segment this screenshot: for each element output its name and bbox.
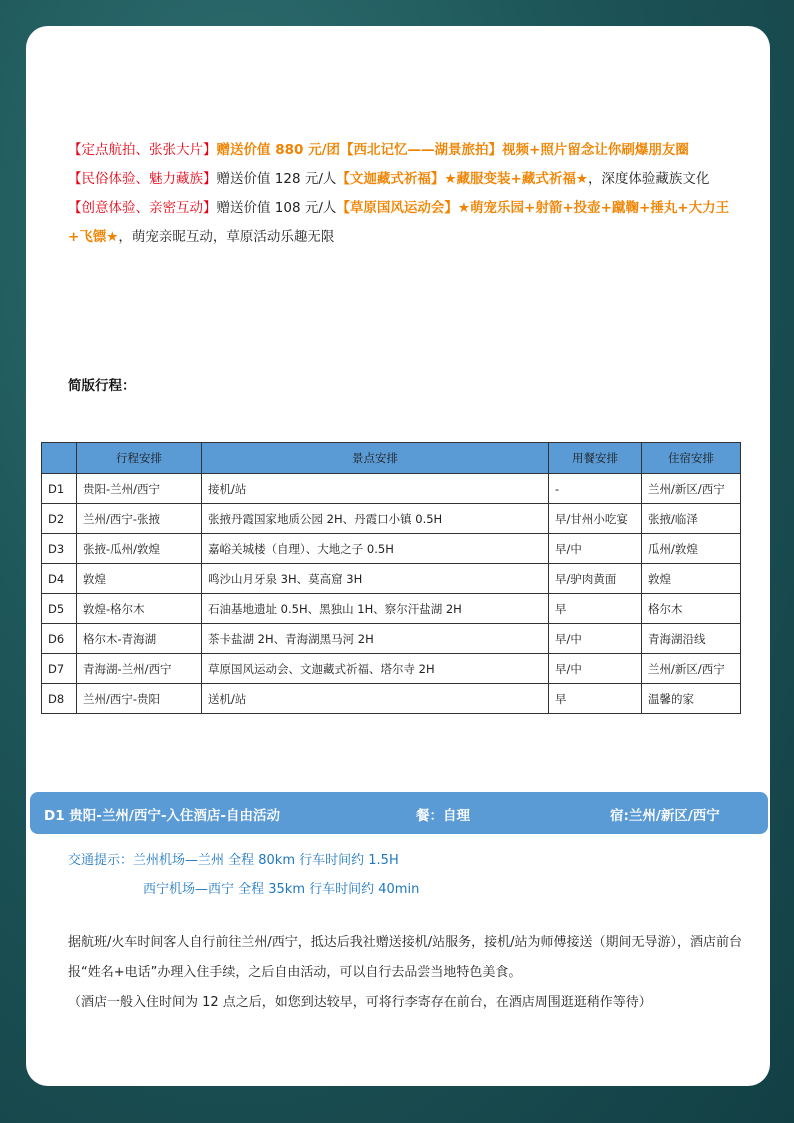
cell-route: 敦煌-格尔木 (77, 594, 202, 624)
highlight-1 (68, 136, 738, 165)
cell-day: D3 (42, 534, 77, 564)
highlights-section (68, 136, 738, 252)
cell-route: 贵阳-兰州/西宁 (77, 474, 202, 504)
cell-sights: 嘉峪关城楼（自理）、大地之子 0.5H (202, 534, 549, 564)
cell-day: D6 (42, 624, 77, 654)
cell-sights: 茶卡盐湖 2H、青海湖黑马河 2H (202, 624, 549, 654)
cell-sights: 鸣沙山月牙泉 3H、莫高窟 3H (202, 564, 549, 594)
day1-desc-main: 据航班/火车时间客人自行前往兰州/西宁，抵达后我社赠送接机/站服务，接机/站为师傅接送（期间无导游），酒店前台报“姓名+电话”办理入住手续，之后自由活动，可以自行去品尝当地特色美食。 (68, 935, 743, 980)
highlight-3-desc: ，萌宠亲昵互动，草原活动乐趣无限 (118, 229, 335, 245)
header-day (42, 443, 77, 474)
table-header-row (42, 443, 741, 474)
cell-meals: 早/中 (549, 534, 642, 564)
cell-sights: 石油基地遗址 0.5H、黑独山 1H、察尔汗盐湖 2H (202, 594, 549, 624)
cell-meals: 早/驴肉黄面 (549, 564, 642, 594)
highlight-2-value: 赠送价值 128 元/人 (216, 171, 337, 187)
cell-day: D7 (42, 654, 77, 684)
cell-route: 敦煌 (77, 564, 202, 594)
cell-meals: 早/甘州小吃宴 (549, 504, 642, 534)
traffic-line-1: 交通提示：兰州机场—兰州 全程 80km 行车时间约 1.5H (68, 853, 399, 868)
highlight-2 (68, 165, 738, 194)
traffic-line-2: 西宁机场—西宁 全程 35km 行车时间约 40min (143, 882, 420, 897)
highlight-1-offer: 赠送价值 880 元/团【西北记忆——湖景旅拍】视频+照片留念让你刷爆朋友圈 (216, 142, 689, 158)
cell-lodging: 瓜州/敦煌 (642, 534, 741, 564)
cell-lodging: 兰州/新区/西宁 (642, 474, 741, 504)
table-row (42, 594, 741, 624)
cell-lodging: 张掖/临泽 (642, 504, 741, 534)
cell-lodging: 格尔木 (642, 594, 741, 624)
cell-sights: 接机/站 (202, 474, 549, 504)
cell-day: D8 (42, 684, 77, 714)
day1-header-band (30, 792, 768, 834)
table-row (42, 534, 741, 564)
cell-day: D5 (42, 594, 77, 624)
itinerary-table (41, 442, 741, 714)
cell-meals: - (549, 474, 642, 504)
table-row (42, 564, 741, 594)
cell-route: 兰州/西宁-张掖 (77, 504, 202, 534)
header-meals: 用餐安排 (549, 443, 642, 474)
cell-lodging: 兰州/新区/西宁 (642, 654, 741, 684)
table-row (42, 624, 741, 654)
highlight-2-tag: 【民俗体验、魅力藏族】 (68, 171, 217, 187)
itinerary-heading: 简版行程： (68, 378, 136, 394)
day1-title: D1 贵阳-兰州/西宁-入住酒店-自由活动 (44, 808, 281, 824)
cell-sights: 张掖丹霞国家地质公园 2H、丹霞口小镇 0.5H (202, 504, 549, 534)
cell-sights: 草原国风运动会、文迦藏式祈福、塔尔寺 2H (202, 654, 549, 684)
cell-day: D2 (42, 504, 77, 534)
cell-day: D1 (42, 474, 77, 504)
page-card (26, 26, 770, 1086)
cell-lodging: 敦煌 (642, 564, 741, 594)
cell-lodging: 青海湖沿线 (642, 624, 741, 654)
cell-route: 格尔木-青海湖 (77, 624, 202, 654)
highlight-3-offer: 【草原国风运动会】★萌宠乐园+射箭+投壶+蹴鞠+捶丸+大力王+飞镖★ (68, 200, 730, 245)
cell-route: 青海湖-兰州/西宁 (77, 654, 202, 684)
highlight-3-tag: 【创意体验、亲密互动】 (68, 200, 217, 216)
day1-desc-note: （酒店一般入住时间为 12 点之后，如您到达较早，可将行李寄存在前台，在酒店周围逛逛稍作等待） (68, 995, 652, 1010)
cell-meals: 早/中 (549, 624, 642, 654)
cell-route: 张掖-瓜州/敦煌 (77, 534, 202, 564)
highlight-2-offer: 【文迦藏式祈福】★藏服变装+藏式祈福★ (336, 171, 588, 187)
table-row (42, 504, 741, 534)
header-sights: 景点安排 (202, 443, 549, 474)
table-row (42, 684, 741, 714)
highlight-2-desc: ，深度体验藏族文化 (587, 171, 710, 187)
cell-meals: 早/中 (549, 654, 642, 684)
highlight-3-value: 赠送价值 108 元/人 (216, 200, 337, 216)
highlight-3 (68, 194, 738, 252)
header-lodging: 住宿安排 (642, 443, 741, 474)
cell-meals: 早 (549, 684, 642, 714)
day1-meal: 餐：自理 (416, 808, 470, 824)
table-row (42, 654, 741, 684)
header-route: 行程安排 (77, 443, 202, 474)
day1-stay: 宿:兰州/新区/西宁 (610, 808, 720, 824)
traffic-tips (68, 846, 419, 904)
cell-sights: 送机/站 (202, 684, 549, 714)
cell-lodging: 温馨的家 (642, 684, 741, 714)
highlight-1-tag: 【定点航拍、张张大片】 (68, 142, 217, 158)
cell-route: 兰州/西宁-贵阳 (77, 684, 202, 714)
cell-day: D4 (42, 564, 77, 594)
table-row (42, 474, 741, 504)
day1-description (68, 928, 748, 1018)
cell-meals: 早 (549, 594, 642, 624)
